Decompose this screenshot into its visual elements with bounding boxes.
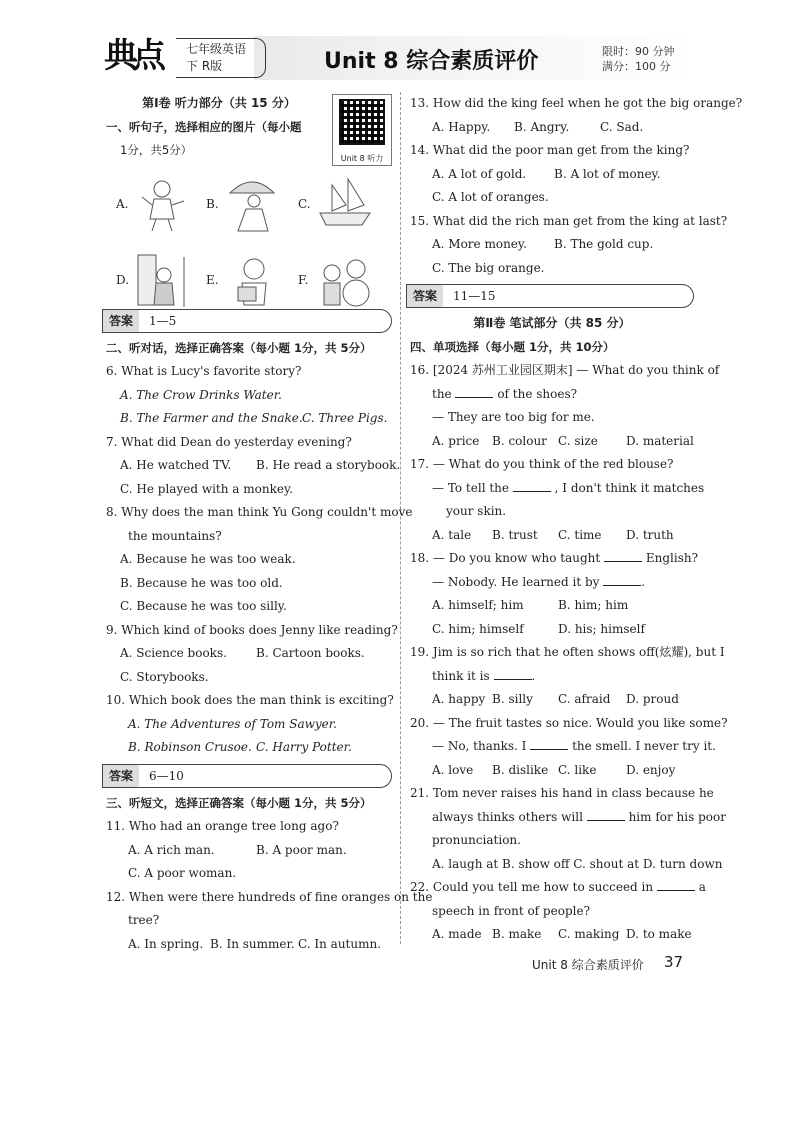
umbrella-girl-icon (224, 175, 282, 233)
q16-reply: — They are too big for me. (432, 410, 595, 424)
q10-option-c[interactable]: C. Harry Potter. (256, 740, 352, 754)
picture-option-f[interactable] (298, 269, 308, 293)
page-number: 37 (664, 953, 684, 971)
q22-text-a: 22. Could you tell me how to succeed in (410, 880, 654, 894)
q15-option-a[interactable]: A. More money. (432, 237, 527, 251)
q21-text-b: him for his poor (628, 809, 726, 824)
question-16: 16. [2024 苏州工业园区期末] — What do you think of (410, 363, 720, 377)
q18-options-ab (410, 594, 694, 618)
answer-range: 1—5 (149, 313, 177, 328)
ship-icon (316, 175, 374, 233)
q9-option-c[interactable]: C. Storybooks. (120, 669, 209, 684)
q17-blank[interactable] (513, 479, 551, 492)
question-15: 15. What did the rich man get from the king at last? (410, 213, 728, 228)
q18-text-b: English? (645, 551, 699, 565)
q19-blank[interactable] (494, 667, 532, 680)
q13-option-a[interactable]: A. Happy. (432, 119, 491, 134)
section3-heading: 三、听短文，选择正确答案（每小题 1分，共 5分） (106, 795, 372, 810)
question-20: 20. — The fruit tastes so nice. Would you like some? (410, 715, 728, 730)
question-10: 10. Which book does the man think is exciting? (106, 693, 394, 707)
question-22-cont: speech in front of people? (432, 903, 590, 918)
qr-label: Unit 8 听力 (340, 154, 384, 163)
brand-logo: 典点 (104, 36, 160, 76)
q22-options (410, 923, 694, 947)
q18-options-cd (410, 618, 694, 642)
q16-option-d[interactable]: D. material (626, 433, 694, 448)
picture-label: D. (116, 272, 130, 287)
q11-option-c[interactable]: C. A poor woman. (128, 866, 237, 880)
section1-heading: 一、听句子，选择相应的图片（每小题 (106, 119, 302, 134)
section1-heading-cont: 1分，共5分） (120, 143, 193, 157)
q8-option-b[interactable]: B. Because he was too old. (120, 575, 283, 590)
question-19: 19. Jim is so rich that he often shows off(炫耀), but I (410, 645, 725, 659)
question-22 (410, 876, 706, 900)
q18-text-c: — Nobody. He learned it by (432, 574, 600, 589)
left-column (106, 92, 433, 956)
picture-option-e[interactable] (206, 269, 219, 293)
q18-text-a: 18. — Do you know who taught (410, 551, 601, 565)
answer-label: 答案 (103, 310, 139, 332)
picture-label: A. (116, 196, 129, 211)
question-21-cont2: pronunciation. (432, 833, 521, 847)
answer-box-1-5[interactable] (102, 309, 392, 333)
q8-option-a[interactable]: A. Because he was too weak. (120, 552, 296, 566)
q20-text-a: — No, thanks. I (432, 739, 527, 753)
q18-option-c[interactable]: C. him; himself (432, 621, 524, 636)
q10-options-bc (106, 736, 392, 760)
question-18-cont (410, 571, 694, 595)
q17-option-d[interactable]: D. truth (626, 527, 674, 542)
answer-range: 6—10 (149, 768, 184, 783)
q10-option-a[interactable] (106, 713, 392, 737)
answer-range: 11—15 (453, 289, 496, 303)
q13-options (410, 116, 694, 140)
question-19-cont (410, 665, 694, 689)
q13-option-b[interactable]: B. Angry. (514, 119, 570, 134)
q19-option-b[interactable]: B. silly (492, 692, 533, 706)
page-header (104, 30, 698, 86)
child-snowman-icon (316, 251, 374, 309)
q6-option-b[interactable]: B. The Farmer and the Snake. (120, 411, 303, 425)
question-17-cont (410, 477, 705, 501)
q16-blank[interactable] (455, 385, 493, 398)
q16-text-b: of the shoes? (497, 386, 578, 401)
girl-streetlamp-icon (134, 251, 192, 309)
q9-options-ab (106, 642, 392, 666)
q15-option-b[interactable]: B. The gold cup. (554, 237, 654, 251)
option-text: A. The Crow Drinks Water. (120, 387, 282, 402)
q14-option-b[interactable]: B. A lot of money. (554, 166, 661, 181)
part1-title: 第Ⅰ卷 听力部分（共 15 分） (142, 96, 296, 110)
q17-text-a: — To tell the (432, 480, 509, 495)
picture-label: C. (298, 196, 311, 211)
question-17: 17. — What do you think of the red blouse? (410, 457, 674, 471)
q12-option-a[interactable]: A. In spring. (128, 936, 204, 951)
question-12: 12. When were there hundreds of fine oranges on the (106, 889, 433, 904)
q20-text-b: the smell. I never try it. (572, 739, 716, 753)
q9-option-b[interactable]: B. Cartoon books. (256, 646, 365, 660)
q20-option-c[interactable]: C. like (558, 762, 597, 777)
q18-option-b[interactable]: B. him; him (558, 598, 629, 612)
q21-text-a: always thinks others will (432, 809, 583, 824)
q19-text-b: . (531, 668, 536, 683)
q20-option-d[interactable]: D. enjoy (626, 762, 676, 777)
q19-option-a[interactable]: A. happy (432, 692, 486, 706)
q11-options-ab (106, 839, 392, 863)
q7-options-ab (106, 454, 401, 478)
exam-limits (602, 44, 675, 74)
q14-option-a[interactable]: A. A lot of gold. (432, 166, 527, 181)
question-9: 9. Which kind of books does Jenny like reading? (106, 622, 398, 637)
answer-box-11-15[interactable] (406, 284, 694, 308)
picture-options (106, 163, 392, 305)
q14-option-c[interactable]: C. A lot of oranges. (432, 190, 549, 204)
q17-option-a[interactable]: A. tale (432, 527, 472, 542)
question-6: 6. What is Lucy's favorite story? (106, 364, 302, 378)
q8-option-c[interactable]: C. Because he was too silly. (120, 599, 287, 613)
question-21-cont (410, 806, 726, 830)
boy-reading-icon (224, 251, 282, 309)
q19-option-d[interactable]: D. proud (626, 692, 679, 706)
q6-option-a[interactable] (106, 384, 392, 408)
q22-option-a[interactable]: A. made (432, 927, 482, 941)
question-8-cont: the mountains? (128, 528, 222, 543)
q13-option-c[interactable]: C. Sad. (600, 119, 644, 134)
q12-options (106, 933, 392, 957)
q22-blank[interactable] (657, 878, 695, 891)
time-limit: 限时：90 分钟 (602, 45, 675, 58)
answer-label: 答案 (407, 285, 443, 307)
q20-options (410, 759, 694, 783)
picture-option-b[interactable] (206, 193, 219, 217)
q19-text-a: think it is (432, 668, 490, 683)
q18-blank-1[interactable] (604, 549, 642, 562)
q19-options (410, 688, 694, 712)
q22-option-c[interactable]: C. making (558, 927, 620, 941)
question-17-cont2: your skin. (446, 504, 507, 518)
picture-label: E. (206, 272, 219, 287)
q16-text-a: the (432, 386, 452, 401)
q16-option-c[interactable]: C. size (558, 433, 598, 448)
grade-line2: 下 R版 (186, 59, 223, 73)
q17-option-b[interactable]: B. trust (492, 527, 538, 542)
q6-option-c[interactable]: C. Three Pigs. (302, 411, 388, 425)
q16-options (410, 430, 694, 454)
picture-option-a[interactable] (116, 193, 128, 217)
q15-options-ab (410, 233, 694, 257)
q11-option-b[interactable]: B. A poor man. (256, 842, 347, 857)
right-column (410, 92, 743, 947)
dancing-girl-icon (134, 175, 192, 233)
question-14: 14. What did the poor man get from the king? (410, 143, 690, 157)
question-18 (410, 547, 699, 571)
q17-options (410, 524, 694, 548)
section2-heading: 二、听对话，选择正确答案（每小题 1分，共 5分） (106, 340, 372, 355)
section4-heading: 四、单项选择（每小题 1分，共 10分） (410, 339, 615, 354)
question-20-cont (410, 735, 716, 759)
q7-option-a[interactable]: A. He watched TV. (120, 458, 232, 472)
q17-text-b: , I don't think it matches (554, 480, 705, 495)
picture-option-d[interactable] (116, 269, 129, 293)
question-8: 8. Why does the man think Yu Gong couldn't move (106, 505, 413, 519)
q6-options-bc (106, 407, 392, 431)
q22-option-d[interactable]: D. to make (626, 927, 692, 941)
q7-option-b[interactable]: B. He read a storybook. (256, 458, 401, 472)
q20-option-b[interactable]: B. dislike (492, 762, 549, 777)
question-7: 7. What did Dean do yesterday evening? (106, 434, 352, 449)
picture-option-c[interactable] (298, 193, 311, 217)
question-12-cont: tree? (128, 913, 160, 927)
q14-options-ab (410, 163, 694, 187)
q18-text-d: . (641, 574, 646, 589)
answer-label: 答案 (103, 765, 139, 787)
grade-tag (176, 38, 266, 78)
grade-line1: 七年级英语 (186, 42, 247, 56)
page-title: Unit 8 综合素质评价 (324, 49, 539, 74)
q18-option-d[interactable]: D. his; himself (558, 621, 645, 636)
q20-option-a[interactable]: A. love (432, 762, 474, 777)
q12-option-c[interactable]: C. In autumn. (298, 936, 382, 951)
q16-option-b[interactable]: B. colour (492, 433, 547, 448)
q22-option-b[interactable]: B. make (492, 927, 542, 941)
full-score: 满分：100 分 (602, 60, 671, 73)
q15-option-c[interactable]: C. The big orange. (432, 260, 545, 275)
answer-box-6-10[interactable] (102, 764, 392, 788)
q20-blank[interactable] (530, 737, 568, 750)
q17-option-c[interactable]: C. time (558, 527, 602, 542)
part2-title: 第Ⅱ卷 笔试部分（共 85 分） (473, 316, 631, 330)
q21-blank[interactable] (587, 808, 625, 821)
footer-label: Unit 8 综合素质评价 (532, 958, 644, 972)
q22-text-b: a (698, 880, 706, 894)
q18-option-a[interactable]: A. himself; him (432, 598, 524, 612)
question-16-cont (410, 383, 694, 407)
q18-blank-2[interactable] (603, 573, 641, 586)
q9-option-a[interactable]: A. Science books. (120, 646, 227, 660)
q19-option-c[interactable]: C. afraid (558, 692, 611, 706)
question-13: 13. How did the king feel when he got the big orange? (410, 96, 743, 110)
q7-option-c[interactable]: C. He played with a monkey. (120, 481, 293, 496)
option-text: A. The Adventures of Tom Sawyer. (128, 716, 337, 731)
q11-option-a[interactable]: A. A rich man. (128, 842, 215, 857)
picture-label: B. (206, 196, 219, 211)
q10-option-b[interactable]: B. Robinson Crusoe. (128, 740, 252, 754)
q21-options[interactable]: A. laugh at B. show off C. shout at D. turn down (432, 856, 723, 871)
q16-option-a[interactable]: A. price (432, 433, 480, 448)
picture-label: F. (298, 272, 309, 287)
question-11: 11. Who had an orange tree long ago? (106, 819, 339, 833)
question-21: 21. Tom never raises his hand in class because he (410, 786, 714, 800)
q12-option-b[interactable]: B. In summer. (210, 936, 295, 951)
